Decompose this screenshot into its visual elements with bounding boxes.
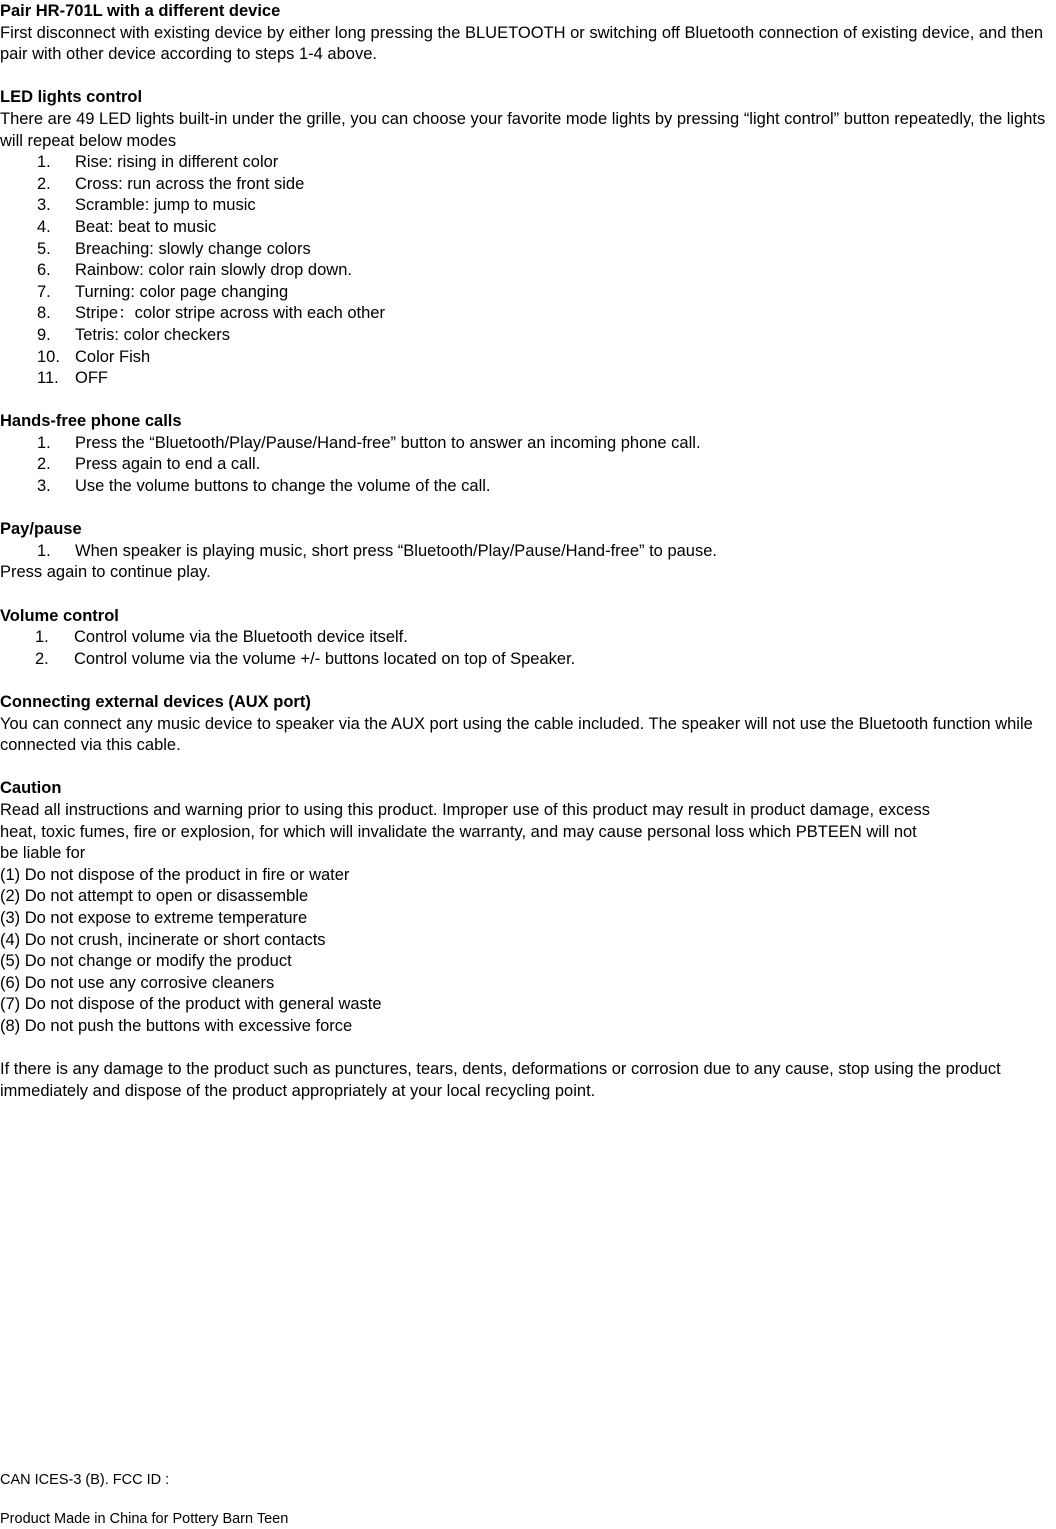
list-item: (4) Do not crush, incinerate or short contacts (0, 930, 326, 949)
list-item: (2) Do not attempt to open or disassemble (0, 887, 309, 906)
section-heading: LED lights control (0, 88, 143, 107)
list-item: 4. Beat: beat to music (37, 217, 217, 236)
list-item: 8. Stripe：color stripe across with each other (37, 304, 385, 323)
section-heading: Caution (0, 779, 62, 798)
section-caution (0, 778, 1056, 1037)
section-aux (0, 692, 1056, 757)
volume-list (0, 627, 1056, 670)
footer-compliance: CAN ICES-3 (B). FCC ID : (0, 1472, 170, 1488)
section-text: If there is any damage to the product such as punctures, tears, dents, deformations or corrosion due to any cause, stop using the product immediately and dispose of the product appropriately at your local recycling point. (0, 1060, 1001, 1100)
section-heading: Connecting external devices (AUX port) (0, 693, 311, 711)
list-item: 11. OFF (37, 369, 108, 388)
section-heading: Pair HR-701L with a different device (0, 2, 281, 20)
led-mode-list (0, 152, 1056, 390)
list-item: 1. Control volume via the Bluetooth device itself. (35, 628, 408, 647)
footer-origin: Product Made in China for Pottery Barn Teen (0, 1511, 289, 1527)
list-item: (1) Do not dispose of the product in fire or water (0, 865, 350, 884)
list-item: 3. Scramble: jump to music (37, 196, 256, 215)
list-item: 9. Tetris: color checkers (37, 325, 230, 344)
list-item: 6. Rainbow: color rain slowly drop down. (37, 261, 352, 280)
list-item: 2. Cross: run across the front side (37, 174, 305, 193)
caution-list (0, 865, 1056, 1038)
list-item: 5. Breaching: slowly change colors (37, 239, 311, 258)
caution-line: be liable for (0, 844, 86, 863)
section-text: Press again to continue play. (0, 563, 211, 582)
section-heading: Hands-free phone calls (0, 412, 182, 431)
list-item: (6) Do not use any corrosive cleaners (0, 973, 275, 992)
list-item: 1. Press the “Bluetooth/Play/Pause/Hand-free” button to answer an incoming phone call. (37, 433, 701, 452)
section-play-pause (0, 519, 1056, 584)
list-item: 2. Press again to end a call. (37, 455, 261, 474)
section-text: There are 49 LED lights built-in under the grille, you can choose your favorite mode lights by pressing “light control” button repeatedly, the lights will repeat below modes (0, 109, 1046, 150)
section-text: You can connect any music device to speaker via the AUX port using the cable included. The speaker will not use the Bluetooth function while connected via this cable. (0, 714, 1033, 755)
list-item: 7. Turning: color page changing (37, 282, 289, 301)
list-item: 1. Rise: rising in different color (37, 153, 279, 172)
list-item: 10. Color Fish (37, 347, 151, 366)
caution-line: heat, toxic fumes, fire or explosion, for which will invalidate the warranty, and may cause personal loss which PBTEEN will not (0, 822, 917, 841)
section-pair (0, 1, 1056, 66)
list-item: (7) Do not dispose of the product with general waste (0, 995, 382, 1014)
hands-free-list (0, 433, 1056, 498)
caution-line: Read all instructions and warning prior to using this product. Improper use of this product may result in product damage, excess (0, 800, 930, 819)
section-heading: Pay/pause (0, 520, 82, 539)
section-text: First disconnect with existing device by either long pressing the BLUETOOTH or switching off Bluetooth connection of existing device, and then pair with other device according to steps 1-4 above. (0, 23, 1044, 64)
list-item: (3) Do not expose to extreme temperature (0, 908, 308, 927)
section-volume (0, 606, 1056, 671)
section-led-lights (0, 87, 1056, 389)
section-damage (0, 1059, 1056, 1102)
section-hands-free (0, 411, 1056, 497)
list-item: (5) Do not change or modify the product (0, 952, 292, 971)
list-item: 3. Use the volume buttons to change the volume of the call. (37, 477, 491, 496)
list-item: 1. When speaker is playing music, short press “Bluetooth/Play/Pause/Hand-free” to pause. (37, 541, 717, 560)
list-item: (8) Do not push the buttons with excessive force (0, 1016, 353, 1035)
section-heading: Volume control (0, 606, 119, 625)
list-item: 2. Control volume via the volume +/- buttons located on top of Speaker. (35, 649, 576, 668)
play-pause-list (0, 541, 1056, 563)
